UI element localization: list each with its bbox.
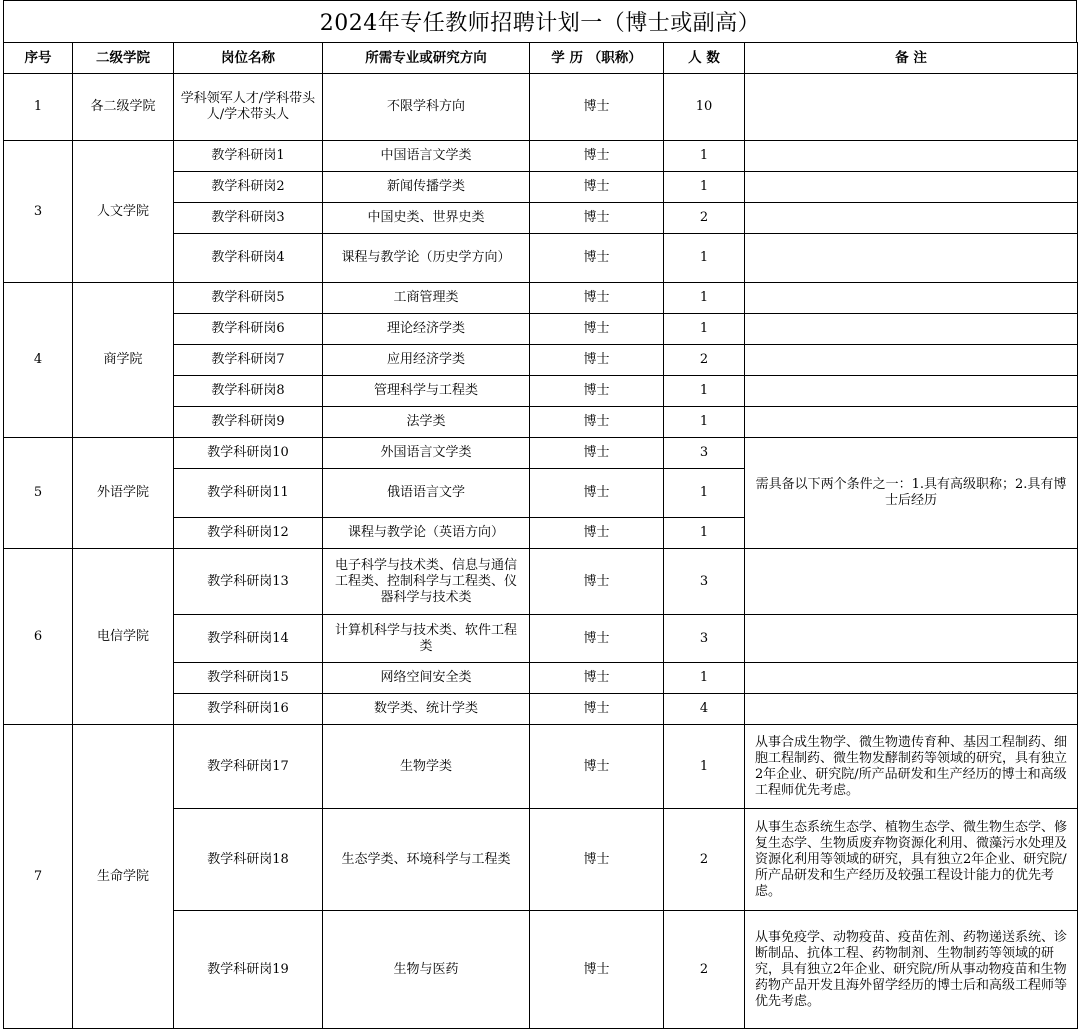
cell-major: 课程与教学论（英语方向） [323,518,530,549]
cell-seq: 3 [4,141,73,283]
cell-post: 教学科研岗3 [174,203,323,234]
cell-education: 博士 [530,549,664,615]
cell-note [745,549,1078,615]
cell-note: 从事生态系统生态学、植物生态学、微生物生态学、修复生态学、生物质废弃物资源化利用、微藻污水处理及资源化利用等领域的研究，具有独立2年企业、研究院/所产品研发和生产经历及较强工程设计能力的优先考虑。 [745,809,1078,911]
cell-major: 俄语语言文学 [323,469,530,518]
table-row [4,141,1078,172]
cell-count: 2 [664,345,745,376]
cell-post: 教学科研岗2 [174,172,323,203]
header-education: 学 历 （职称） [530,43,664,74]
cell-note [745,376,1078,407]
cell-college: 人文学院 [73,141,174,283]
header-major: 所需专业或研究方向 [323,43,530,74]
cell-education: 博士 [530,725,664,809]
cell-note [745,74,1078,141]
cell-note [745,234,1078,283]
cell-post: 教学科研岗10 [174,438,323,469]
cell-post: 教学科研岗9 [174,407,323,438]
cell-education: 博士 [530,694,664,725]
cell-major: 法学类 [323,407,530,438]
cell-count: 1 [664,283,745,314]
cell-post: 教学科研岗19 [174,911,323,1029]
cell-education: 博士 [530,172,664,203]
cell-post: 教学科研岗15 [174,663,323,694]
cell-count: 1 [664,407,745,438]
cell-count: 1 [664,469,745,518]
cell-major: 工商管理类 [323,283,530,314]
cell-note: 从事合成生物学、微生物遗传育种、基因工程制药、细胞工程制药、微生物发酵制药等领域的研究，具有独立2年企业、研究院/所产品研发和生产经历的博士和高级工程师优先考虑。 [745,725,1078,809]
cell-post: 教学科研岗14 [174,615,323,663]
cell-post: 教学科研岗1 [174,141,323,172]
cell-education: 博士 [530,234,664,283]
cell-major: 数学类、统计学类 [323,694,530,725]
cell-major: 中国语言文学类 [323,141,530,172]
cell-note [745,203,1078,234]
cell-post: 教学科研岗13 [174,549,323,615]
cell-count: 2 [664,203,745,234]
cell-note [745,407,1078,438]
cell-post: 教学科研岗18 [174,809,323,911]
cell-post: 教学科研岗4 [174,234,323,283]
cell-count: 1 [664,518,745,549]
cell-note: 从事免疫学、动物疫苗、疫苗佐剂、药物递送系统、诊断制品、抗体工程、药物制剂、生物制药等领域的研究，具有独立2年企业、研究院/所从事动物疫苗和生物药物产品开发且海外留学经历的博士后和高级工程师等优先考虑。 [745,911,1078,1029]
cell-note [745,615,1078,663]
cell-education: 博士 [530,663,664,694]
cell-major: 生态学类、环境科学与工程类 [323,809,530,911]
table-row [4,549,1078,615]
table-row [4,283,1078,314]
table-header-row [4,43,1078,74]
recruitment-plan-document [3,0,1077,1029]
cell-major: 应用经济学类 [323,345,530,376]
cell-note [745,345,1078,376]
cell-college: 电信学院 [73,549,174,725]
cell-post: 学科领军人才/学科带头人/学术带头人 [174,74,323,141]
cell-post: 教学科研岗7 [174,345,323,376]
cell-count: 1 [664,314,745,345]
cell-education: 博士 [530,203,664,234]
cell-count: 1 [664,141,745,172]
cell-post: 教学科研岗11 [174,469,323,518]
cell-major: 电子科学与技术类、信息与通信工程类、控制科学与工程类、仪器科学与技术类 [323,549,530,615]
cell-count: 1 [664,725,745,809]
cell-count: 10 [664,74,745,141]
cell-note: 需具备以下两个条件之一：1.具有高级职称；2.具有博士后经历 [745,438,1078,549]
cell-education: 博士 [530,376,664,407]
cell-seq: 5 [4,438,73,549]
cell-major: 中国史类、世界史类 [323,203,530,234]
cell-count: 3 [664,615,745,663]
cell-college: 各二级学院 [73,74,174,141]
cell-education: 博士 [530,141,664,172]
cell-education: 博士 [530,345,664,376]
header-seq: 序号 [4,43,73,74]
cell-major: 新闻传播学类 [323,172,530,203]
cell-education: 博士 [530,615,664,663]
cell-education: 博士 [530,911,664,1029]
cell-seq: 7 [4,725,73,1029]
cell-count: 3 [664,438,745,469]
cell-college: 外语学院 [73,438,174,549]
table-row [4,438,1078,469]
cell-note [745,314,1078,345]
cell-major: 理论经济学类 [323,314,530,345]
cell-major: 生物学类 [323,725,530,809]
cell-count: 2 [664,911,745,1029]
cell-education: 博士 [530,283,664,314]
cell-count: 2 [664,809,745,911]
cell-major: 计算机科学与技术类、软件工程类 [323,615,530,663]
cell-college: 生命学院 [73,725,174,1029]
cell-count: 3 [664,549,745,615]
recruitment-table [3,42,1078,1029]
cell-education: 博士 [530,469,664,518]
cell-seq: 4 [4,283,73,438]
cell-major: 管理科学与工程类 [323,376,530,407]
cell-major: 网络空间安全类 [323,663,530,694]
header-count: 人 数 [664,43,745,74]
cell-count: 1 [664,663,745,694]
cell-seq: 1 [4,74,73,141]
cell-note [745,283,1078,314]
document-title: 2024年专任教师招聘计划一（博士或副高） [3,0,1077,42]
cell-post: 教学科研岗16 [174,694,323,725]
cell-education: 博士 [530,314,664,345]
cell-college: 商学院 [73,283,174,438]
cell-education: 博士 [530,407,664,438]
cell-major: 不限学科方向 [323,74,530,141]
cell-count: 4 [664,694,745,725]
cell-note [745,141,1078,172]
header-college: 二级学院 [73,43,174,74]
cell-major: 外国语言文学类 [323,438,530,469]
cell-post: 教学科研岗8 [174,376,323,407]
cell-education: 博士 [530,74,664,141]
cell-education: 博士 [530,518,664,549]
cell-post: 教学科研岗12 [174,518,323,549]
cell-note [745,663,1078,694]
cell-count: 1 [664,234,745,283]
table-row [4,74,1078,141]
cell-education: 博士 [530,438,664,469]
cell-note [745,694,1078,725]
header-post: 岗位名称 [174,43,323,74]
cell-education: 博士 [530,809,664,911]
cell-major: 生物与医药 [323,911,530,1029]
cell-post: 教学科研岗17 [174,725,323,809]
cell-post: 教学科研岗5 [174,283,323,314]
cell-major: 课程与教学论（历史学方向） [323,234,530,283]
cell-count: 1 [664,376,745,407]
table-row [4,725,1078,809]
cell-count: 1 [664,172,745,203]
cell-post: 教学科研岗6 [174,314,323,345]
cell-note [745,172,1078,203]
header-note: 备 注 [745,43,1078,74]
cell-seq: 6 [4,549,73,725]
